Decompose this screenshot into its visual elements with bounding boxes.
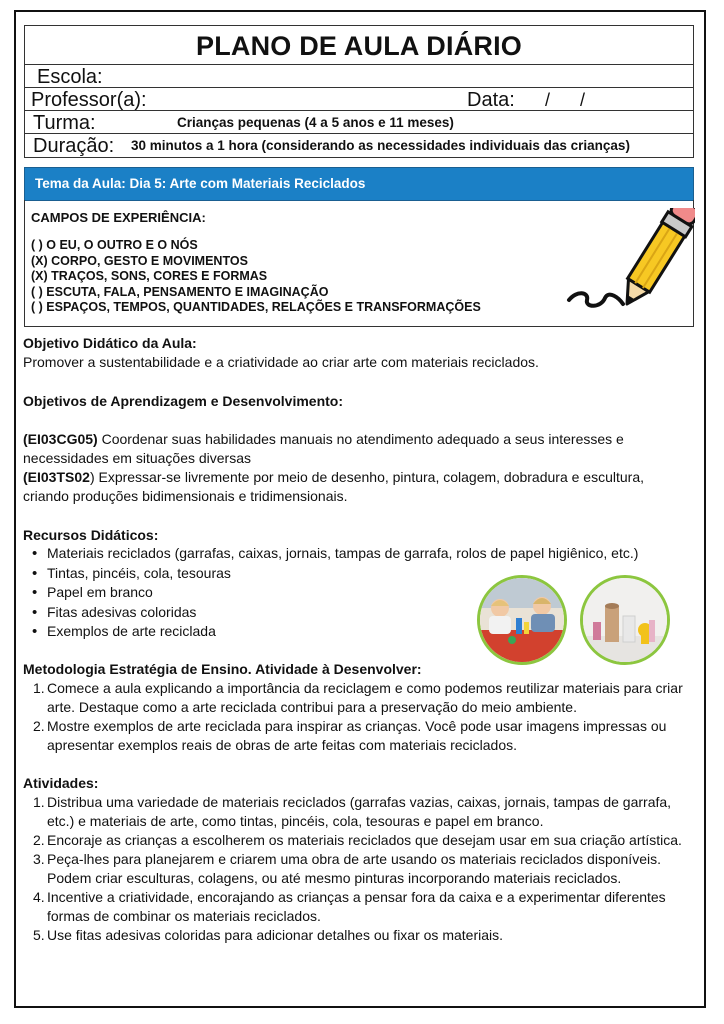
list-item: • Papel em branco <box>23 583 695 603</box>
duracao-row <box>24 133 694 158</box>
aprendizagem-code: (EI03CG05) <box>23 431 98 447</box>
list-item: 4. Incentive a criatividade, encorajando as crianças a pensar fora da caixa e a experimentar diferentes formas de combinar os materiais reciclados. <box>33 889 666 924</box>
list-item-text: Comece a aula explicando a importância da reciclagem e como podemos reutilizar materiais para criar arte. Destaque como a arte reciclada contribui para a preservação do meio ambiente. <box>47 680 683 715</box>
metodologia-heading: Metodologia Estratégia de Ensino. Atividade à Desenvolver: <box>23 661 422 677</box>
aprendizagem-item <box>23 430 691 468</box>
atividades-list <box>23 793 695 945</box>
aprendizagem-heading: Objetivos de Aprendizagem e Desenvolvimento: <box>23 393 344 409</box>
aprendizagem-code: (EI03TS02 <box>23 469 90 485</box>
aprendizagem-text: ) Expressar-se livremente por meio de desenho, pintura, colagem, dobradura e escultura, criando produções bidimensionais e tridimensionais. <box>23 469 645 504</box>
children-crafting-photo <box>477 575 567 665</box>
escola-label: Escola: <box>37 66 103 88</box>
list-item: 2. Encoraje as crianças a escolherem os materiais reciclados que desejam usar em sua criação artística. <box>33 832 682 848</box>
objetivo-text: Promover a sustentabilidade e a criatividade ao criar arte com materiais reciclados. <box>23 354 539 370</box>
professor-row <box>24 87 694 111</box>
duracao-label: Duração: <box>33 135 115 157</box>
campo-item: (X) CORPO, GESTO E MOVIMENTOS <box>31 253 248 268</box>
list-item-text: Encoraje as crianças a escolherem os materiais reciclados que desejam usar em sua criação artística. <box>47 832 682 848</box>
pencil-icon <box>565 208 695 320</box>
list-item-text: Distribua uma variedade de materiais reciclados (garrafas vazias, caixas, jornais, tampas de garrafa, etc.) e materiais de arte, como tintas, pincéis, cola, tesouras e papel em branco. <box>47 794 672 829</box>
metodologia-list-wrap <box>23 679 695 755</box>
campos-title: CAMPOS DE EXPERIÊNCIA: <box>31 210 206 225</box>
aprendizagem-item <box>23 468 691 506</box>
turma-label: Turma: <box>33 112 96 134</box>
escola-row <box>24 64 694 88</box>
data-slashes: / / <box>545 90 586 110</box>
campo-item: ( ) ESPAÇOS, TEMPOS, QUANTIDADES, RELAÇÕES E TRANSFORMAÇÕES <box>31 300 481 314</box>
turma-value: Crianças pequenas (4 a 5 anos e 11 meses) <box>177 115 454 130</box>
page-title: PLANO DE AULA DIÁRIO <box>24 25 694 65</box>
list-item: • Fitas adesivas coloridas <box>23 603 695 623</box>
aprendizagem-text: Coordenar suas habilidades manuais no atendimento adequado a seus interesses e necessidades em situações diversas <box>23 431 624 466</box>
objetivo-heading: Objetivo Didático da Aula: <box>23 335 197 351</box>
list-item-text: Incentive a criatividade, encorajando as crianças a pensar fora da caixa e a experimentar diferentes formas de combinar os materiais reciclados. <box>47 889 666 924</box>
atividades-heading: Atividades: <box>23 775 99 791</box>
list-item: 1. Comece a aula explicando a importância da reciclagem e como podemos reutilizar materiais para criar arte. Destaque como a arte reciclada contribui para a preservação do meio ambiente. <box>33 680 683 715</box>
list-item: • Exemplos de arte reciclada <box>23 622 695 642</box>
atividades-list-wrap <box>23 793 695 945</box>
campo-item: ( ) O EU, O OUTRO E O NÓS <box>31 238 198 252</box>
metodologia-list <box>23 679 695 755</box>
recursos-heading: Recursos Didáticos: <box>23 527 159 543</box>
list-item: • Tintas, pincéis, cola, tesouras <box>23 564 695 584</box>
campo-item: ( ) ESCUTA, FALA, PENSAMENTO E IMAGINAÇÃO <box>31 284 329 299</box>
objetivo-section <box>23 334 695 372</box>
professor-label: Professor(a): <box>31 89 147 111</box>
turma-row <box>24 110 694 134</box>
list-item: 3. Peça-lhes para planejarem e criarem uma obra de arte usando os materiais reciclados disponíveis. Podem criar esculturas, colagens, ou até mesmo pinturas incorporando materiais reciclados. <box>33 851 661 886</box>
list-item: • Materiais reciclados (garrafas, caixas, jornais, tampas de garrafa, rolos de papel higiênico, etc.) <box>23 544 695 564</box>
list-item: 5. Use fitas adesivas coloridas para adicionar detalhes ou fixar os materiais. <box>33 927 504 943</box>
list-item-text: Use fitas adesivas coloridas para adicionar detalhes ou fixar os materiais. <box>47 927 504 943</box>
campo-item: (X) TRAÇOS, SONS, CORES E FORMAS <box>31 269 268 283</box>
data-label: Data: <box>467 89 515 111</box>
recycled-materials-photo <box>580 575 670 665</box>
list-item-text: Mostre exemplos de arte reciclada para inspirar as crianças. Você pode usar imagens impressas ou apresentar exemplos reais de obras de arte feitas com materiais reciclados. <box>47 718 667 753</box>
list-item: 1. Distribua uma variedade de materiais reciclados (garrafas vazias, caixas, jornais, tampas de garrafa, etc.) e materiais de arte, como tintas, pincéis, cola, tesouras e papel em branco. <box>33 794 672 829</box>
tema-bar: Tema da Aula: Dia 5: Arte com Materiais Reciclados <box>24 167 694 201</box>
duracao-value: 30 minutos a 1 hora (considerando as necessidades individuais das crianças) <box>131 138 630 153</box>
campos-list <box>31 238 481 316</box>
campos-box <box>24 200 694 327</box>
list-item-text: Peça-lhes para planejarem e criarem uma obra de arte usando os materiais reciclados disponíveis. Podem criar esculturas, colagens, ou até mesmo pinturas incorporando materiais reciclados. <box>47 851 661 886</box>
list-item: 2. Mostre exemplos de arte reciclada para inspirar as crianças. Você pode usar imagens impressas ou apresentar exemplos reais de obras de arte feitas com materiais reciclados. <box>33 718 667 753</box>
